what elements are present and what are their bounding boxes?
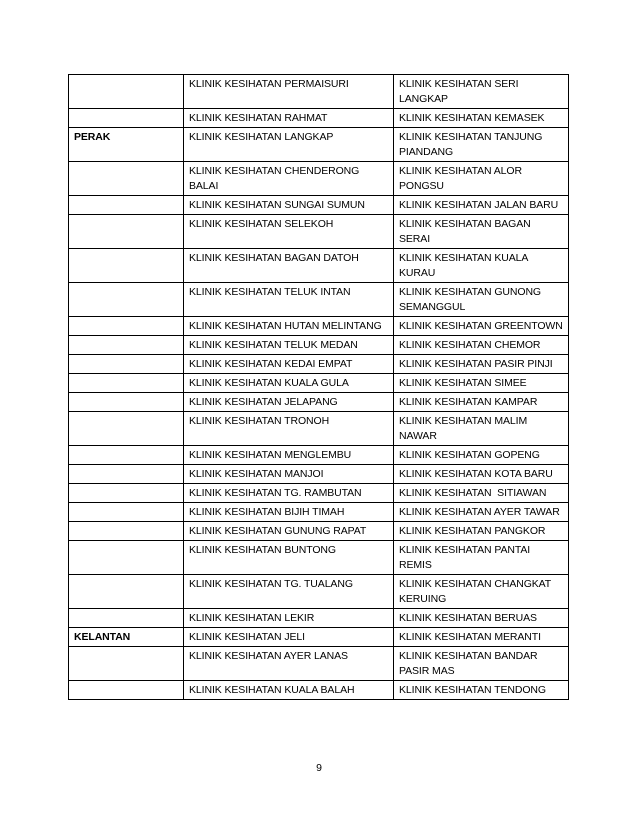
clinic-cell: KLINIK KESIHATAN LANGKAP xyxy=(184,128,394,162)
table-row xyxy=(69,465,569,484)
state-cell xyxy=(69,575,184,609)
clinic-cell: KLINIK KESIHATAN LEKIR xyxy=(184,609,394,628)
clinic-cell: KLINIK KESIHATAN GOPENG xyxy=(394,446,569,465)
state-cell xyxy=(69,196,184,215)
table-row xyxy=(69,628,569,647)
state-cell xyxy=(69,484,184,503)
clinic-cell: KLINIK KESIHATAN TELUK MEDAN xyxy=(184,336,394,355)
state-cell: KELANTAN xyxy=(69,628,184,647)
state-cell xyxy=(69,541,184,575)
clinic-cell: KLINIK KESIHATAN SERI LANGKAP xyxy=(394,75,569,109)
clinic-cell: KLINIK KESIHATAN GUNUNG RAPAT xyxy=(184,522,394,541)
clinic-cell: KLINIK KESIHATAN BIJIH TIMAH xyxy=(184,503,394,522)
clinic-cell: KLINIK KESIHATAN JALAN BARU xyxy=(394,196,569,215)
table-row xyxy=(69,109,569,128)
table-row xyxy=(69,541,569,575)
clinic-cell: KLINIK KESIHATAN AYER LANAS xyxy=(184,647,394,681)
table-row xyxy=(69,681,569,700)
clinic-cell: KLINIK KESIHATAN SITIAWAN xyxy=(394,484,569,503)
state-cell xyxy=(69,215,184,249)
clinic-cell: KLINIK KESIHATAN TG. RAMBUTAN xyxy=(184,484,394,503)
state-cell: PERAK xyxy=(69,128,184,162)
table-row xyxy=(69,196,569,215)
state-cell xyxy=(69,374,184,393)
clinic-cell: KLINIK KESIHATAN GUNONG SEMANGGUL xyxy=(394,283,569,317)
table-row xyxy=(69,446,569,465)
state-cell xyxy=(69,75,184,109)
clinic-cell: KLINIK KESIHATAN PASIR PINJI xyxy=(394,355,569,374)
clinic-cell: KLINIK KESIHATAN MENGLEMBU xyxy=(184,446,394,465)
table-row xyxy=(69,393,569,412)
clinic-cell: KLINIK KESIHATAN HUTAN MELINTANG xyxy=(184,317,394,336)
clinic-cell: KLINIK KESIHATAN CHANGKAT KERUING xyxy=(394,575,569,609)
state-cell xyxy=(69,355,184,374)
table-row xyxy=(69,609,569,628)
clinic-cell: KLINIK KESIHATAN SIMEE xyxy=(394,374,569,393)
state-cell xyxy=(69,109,184,128)
clinic-cell: KLINIK KESIHATAN AYER TAWAR xyxy=(394,503,569,522)
table-row xyxy=(69,128,569,162)
clinic-cell: KLINIK KESIHATAN TG. TUALANG xyxy=(184,575,394,609)
clinic-cell: KLINIK KESIHATAN KUALA BALAH xyxy=(184,681,394,700)
clinic-cell: KLINIK KESIHATAN MALIM NAWAR xyxy=(394,412,569,446)
table-row xyxy=(69,575,569,609)
state-cell xyxy=(69,249,184,283)
clinic-cell: KLINIK KESIHATAN PERMAISURI xyxy=(184,75,394,109)
clinic-cell: KLINIK KESIHATAN KUALA KURAU xyxy=(394,249,569,283)
clinic-cell: KLINIK KESIHATAN TELUK INTAN xyxy=(184,283,394,317)
table-row xyxy=(69,522,569,541)
table-row xyxy=(69,336,569,355)
clinic-table xyxy=(68,74,569,700)
clinic-cell: KLINIK KESIHATAN KOTA BARU xyxy=(394,465,569,484)
state-cell xyxy=(69,317,184,336)
clinic-cell: KLINIK KESIHATAN KUALA GULA xyxy=(184,374,394,393)
clinic-cell: KLINIK KESIHATAN GREENTOWN xyxy=(394,317,569,336)
clinic-cell: KLINIK KESIHATAN SELEKOH xyxy=(184,215,394,249)
clinic-cell: KLINIK KESIHATAN MERANTI xyxy=(394,628,569,647)
table-row xyxy=(69,317,569,336)
clinic-cell: KLINIK KESIHATAN TENDONG xyxy=(394,681,569,700)
clinic-cell: KLINIK KESIHATAN BERUAS xyxy=(394,609,569,628)
clinic-cell: KLINIK KESIHATAN BAGAN SERAI xyxy=(394,215,569,249)
state-cell xyxy=(69,503,184,522)
clinic-cell: KLINIK KESIHATAN JELAPANG xyxy=(184,393,394,412)
state-cell xyxy=(69,465,184,484)
clinic-cell: KLINIK KESIHATAN BUNTONG xyxy=(184,541,394,575)
clinic-cell: KLINIK KESIHATAN PANTAI REMIS xyxy=(394,541,569,575)
clinic-cell: KLINIK KESIHATAN BAGAN DATOH xyxy=(184,249,394,283)
table-row xyxy=(69,215,569,249)
page-number: 9 xyxy=(316,762,322,774)
clinic-cell: KLINIK KESIHATAN CHEMOR xyxy=(394,336,569,355)
table-row xyxy=(69,484,569,503)
state-cell xyxy=(69,681,184,700)
clinic-cell: KLINIK KESIHATAN MANJOI xyxy=(184,465,394,484)
state-cell xyxy=(69,162,184,196)
clinic-cell: KLINIK KESIHATAN TRONOH xyxy=(184,412,394,446)
state-cell xyxy=(69,446,184,465)
table-row xyxy=(69,647,569,681)
table-row xyxy=(69,374,569,393)
state-cell xyxy=(69,336,184,355)
state-cell xyxy=(69,522,184,541)
clinic-cell: KLINIK KESIHATAN KEMASEK xyxy=(394,109,569,128)
table-row xyxy=(69,162,569,196)
state-cell xyxy=(69,283,184,317)
clinic-cell: KLINIK KESIHATAN KEDAI EMPAT xyxy=(184,355,394,374)
clinic-cell: KLINIK KESIHATAN PANGKOR xyxy=(394,522,569,541)
clinic-cell: KLINIK KESIHATAN BANDAR PASIR MAS xyxy=(394,647,569,681)
state-cell xyxy=(69,609,184,628)
table-row xyxy=(69,355,569,374)
clinic-cell: KLINIK KESIHATAN RAHMAT xyxy=(184,109,394,128)
state-cell xyxy=(69,647,184,681)
clinic-cell: KLINIK KESIHATAN SUNGAI SUMUN xyxy=(184,196,394,215)
state-cell xyxy=(69,412,184,446)
table-row xyxy=(69,249,569,283)
clinic-cell: KLINIK KESIHATAN TANJUNG PIANDANG xyxy=(394,128,569,162)
clinic-cell: KLINIK KESIHATAN JELI xyxy=(184,628,394,647)
clinic-cell: KLINIK KESIHATAN CHENDERONG BALAI xyxy=(184,162,394,196)
table-row xyxy=(69,412,569,446)
state-cell xyxy=(69,393,184,412)
table-row xyxy=(69,283,569,317)
clinic-cell: KLINIK KESIHATAN ALOR PONGSU xyxy=(394,162,569,196)
table-row xyxy=(69,503,569,522)
table-row xyxy=(69,75,569,109)
clinic-cell: KLINIK KESIHATAN KAMPAR xyxy=(394,393,569,412)
